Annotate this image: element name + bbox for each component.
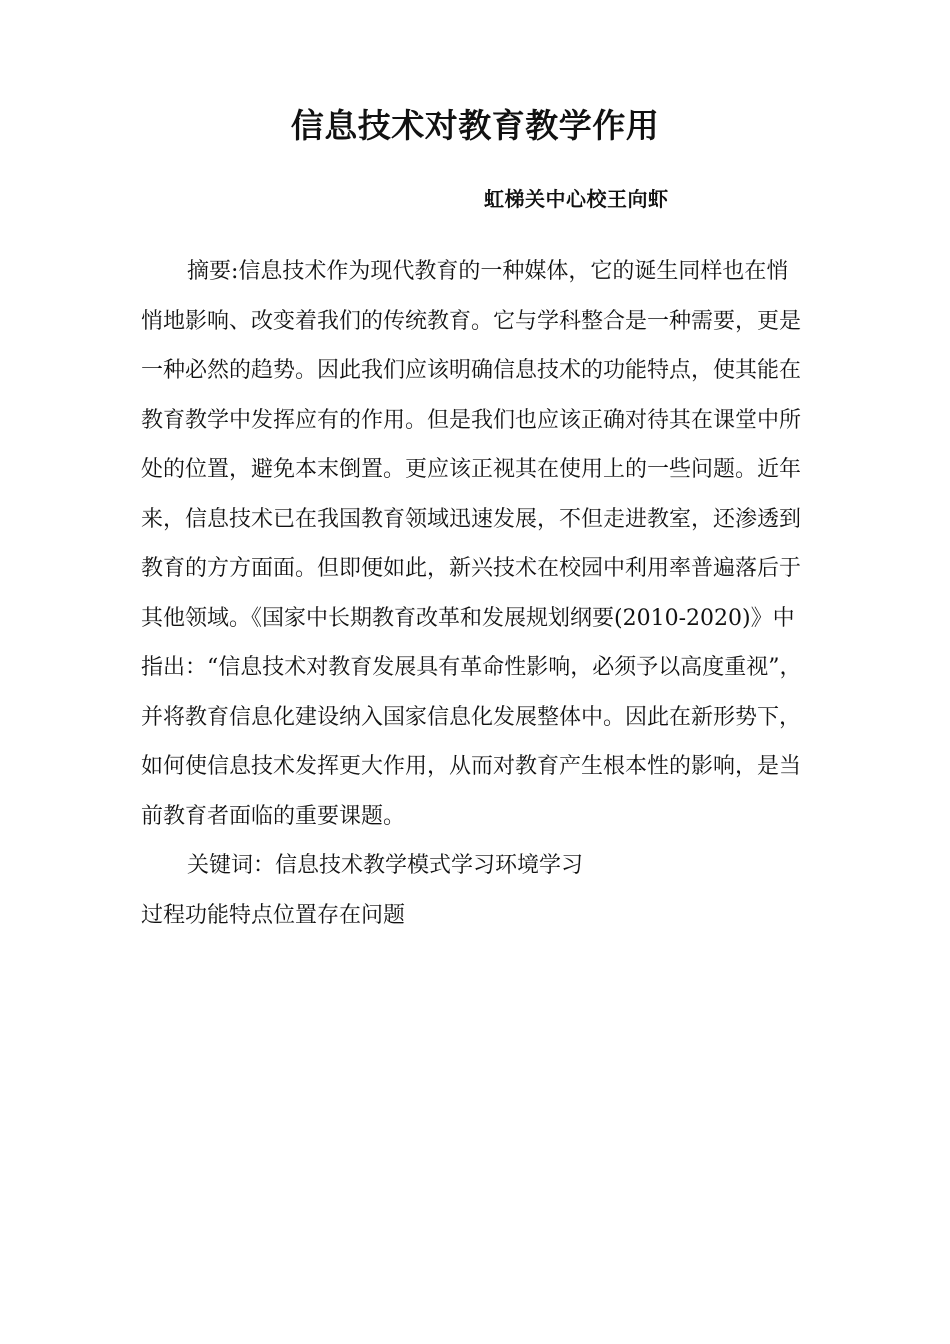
abstract-line: 前教育者面临的重要课题。 [141,803,406,829]
abstract-line: 其他领域。《国家中长期教育改革和发展规划纲要(2010-2020)》中 [141,605,795,631]
document-title: 信息技术对教育教学作用 [290,106,660,145]
abstract-line: 教育的方方面面。但即便如此，新兴技术在校园中利用率普遍落后于 [141,556,802,581]
abstract-line: 悄地影响、改变着我们的传统教育。它与学科整合是一种需要，更是 [141,308,802,334]
keywords-line: 关键词：信息技术教学模式学习环境学习 [187,853,584,878]
abstract-line: 来，信息技术已在我国教育领域迅速发展，不但走进教室，还渗透到 [141,506,802,532]
abstract-line: 摘要:信息技术作为现代教育的一种媒体，它的诞生同样也在悄 [187,259,789,284]
abstract-block [141,250,819,944]
abstract-line: 一种必然的趋势。因此我们应该明确信息技术的功能特点，使其能在 [141,358,802,383]
abstract-line: 并将教育信息化建设纳入国家信息化发展整体中。因此在新形势下， [141,704,802,730]
abstract-line: 指出：“信息技术对教育发展具有革命性影响，必须予以高度重视”， [141,655,802,680]
keywords-line: 过程功能特点位置存在问题 [141,903,406,928]
abstract-line: 如何使信息技术发挥更大作用，从而对教育产生根本性的影响，是当 [141,754,802,779]
abstract-line: 处的位置，避免本末倒置。更应该正视其在使用上的一些问题。近年 [141,457,802,482]
abstract-line: 教育教学中发挥应有的作用。但是我们也应该正确对待其在课堂中所 [141,407,802,433]
author-line: 虹梯关中心校王向虾 [484,187,669,211]
